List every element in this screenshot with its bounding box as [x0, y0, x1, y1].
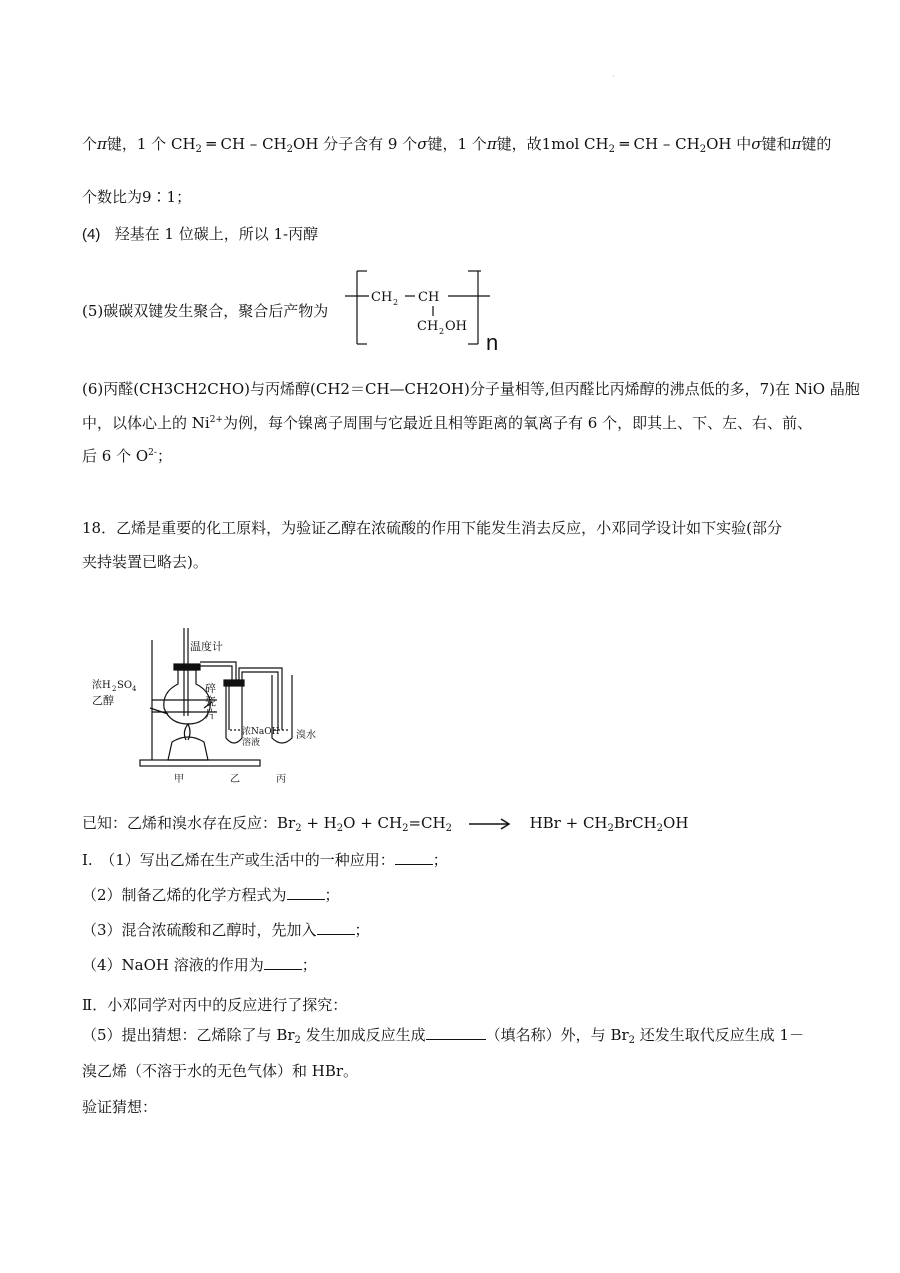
text: （5）提出猜想：乙烯除了与 Br	[82, 1026, 295, 1044]
answer-line-1: 个π键，1 个 $CH_2$ ═ CH – $CH_2OH$ 分子含有 9 个σ键，1 个π键，故1mol $CH_2$ ═ CH – $CH_2OH$ 中σ键和π键的	[82, 135, 832, 155]
text: ；	[432, 851, 448, 869]
answer-blank[interactable]	[395, 850, 433, 865]
text: 键的	[801, 135, 832, 153]
label-naoh: 浓NaOH	[242, 727, 280, 737]
text: 键，故1mol CH	[496, 135, 609, 153]
text: HBr + CH	[529, 814, 608, 832]
text: 键，1 个	[427, 135, 487, 153]
label-yi: 乙	[230, 774, 240, 785]
item-6-line-2	[82, 412, 812, 434]
question-3	[82, 919, 370, 941]
text: O + CH	[343, 814, 403, 832]
reaction-arrow-icon	[469, 817, 513, 831]
sigma-symbol: σ	[417, 135, 428, 153]
charge: 2-	[148, 448, 157, 458]
question-18-line-1: 18．乙烯是重要的化工原料，为验证乙醇在浓硫酸的作用下能发生消去反应，小邓同学设计如下实验(部分	[82, 519, 782, 537]
poly-ch: CH	[418, 290, 440, 305]
question-5-line-1: （5）提出猜想：乙烯除了与 $Br_2$ 发生加成反应生成 （填名称）外，与 $Br_2$ 还发生取代反应生成 1－	[82, 1026, 805, 1046]
label-jia: 甲	[174, 774, 184, 785]
text: OH 分子含有 9 个	[293, 135, 418, 153]
text: （填名称）外，与 Br	[485, 1026, 629, 1044]
corner-mark: ·	[612, 72, 615, 81]
pi-symbol: π	[791, 135, 802, 153]
answer-blank[interactable]	[264, 955, 302, 970]
charge: 2+	[209, 415, 223, 425]
answer-blank[interactable]	[426, 1025, 486, 1040]
formula: CH – CH	[633, 135, 700, 153]
text: ；	[354, 921, 370, 939]
answer-blank[interactable]	[287, 885, 325, 900]
label-chips: 瓷	[205, 695, 216, 708]
label-thermometer: 温度计	[190, 640, 223, 653]
svg-text:2: 2	[393, 298, 399, 307]
text: OH	[663, 814, 689, 832]
text: （3）混合浓硫酸和乙醇时，先加入	[82, 921, 317, 939]
text: OH 中	[706, 135, 752, 153]
answer-line-2: 个数比为9∶1；	[82, 188, 192, 206]
svg-text:4: 4	[132, 685, 137, 693]
formula: CH	[170, 135, 196, 153]
apparatus-figure	[82, 620, 372, 795]
label-bromine: 溴水	[296, 730, 316, 741]
question-5-line-2: 溴乙烯（不溶于水的无色气体）和 HBr。	[82, 1062, 359, 1080]
question-2	[82, 884, 340, 906]
part-2-heading: Ⅱ．小邓同学对丙中的反应进行了探究：	[82, 996, 348, 1014]
item-number: (4)	[82, 226, 101, 243]
item-6-line-1: (6)丙醛(CH3CH2CHO)与丙烯醇(CH2＝CH—CH2OH)分子量相等,但丙醛比丙烯醇的沸点低的多，7)在 NiO 晶胞	[82, 380, 860, 398]
text: 为例，每个镍离子周围与它最近且相等距离的氧离子有 6 个，即其上、下、左、右、前、	[222, 414, 813, 432]
poly-ch2: CH	[371, 290, 393, 305]
text: （2）制备乙烯的化学方程式为	[82, 886, 287, 904]
polymer-structure	[345, 266, 505, 356]
item-6-line-3	[82, 445, 172, 467]
question-1	[82, 849, 448, 871]
text: =CH	[408, 814, 446, 832]
item-4	[82, 223, 318, 246]
label-bing: 丙	[276, 774, 286, 785]
text: ；	[156, 447, 172, 465]
poly-n: n	[486, 330, 499, 355]
label-chips: 碎	[205, 682, 216, 695]
text: 键，1 个	[106, 135, 171, 153]
text: 发生加成反应生成	[300, 1026, 426, 1044]
text: 还发生取代反应生成 1－	[635, 1026, 805, 1044]
text: 已知：乙烯和溴水存在反应：Br	[82, 814, 296, 832]
text: 后 6 个 O	[82, 447, 149, 465]
text: BrCH	[613, 814, 657, 832]
pi-symbol: π	[97, 135, 107, 153]
item-text: 羟基在 1 位碳上，所以 1-丙醇	[114, 225, 319, 243]
label-naoh: 溶液	[242, 738, 261, 748]
poly-ch2oh: CH	[417, 319, 439, 334]
text: （4）NaOH 溶液的作用为	[82, 956, 264, 974]
verify-heading: 验证猜想：	[82, 1098, 158, 1116]
label-h2so4: 浓H	[92, 680, 111, 691]
item-5: (5)碳碳双键发生聚合，聚合后产物为	[82, 302, 329, 320]
text: ；	[301, 956, 317, 974]
label-chips: 片	[205, 708, 216, 721]
sigma-symbol: σ	[751, 135, 762, 153]
text: 个	[82, 135, 98, 153]
known-reaction: 已知：乙烯和溴水存在反应：$Br_2 + H_2O + CH_2=CH_2$ HBr + $CH_2BrCH_2OH$	[82, 814, 689, 834]
text: 中，以体心上的 Ni	[82, 414, 210, 432]
text: + H	[301, 814, 337, 832]
text: I. （1）写出乙烯在生产或生活中的一种应用：	[82, 851, 395, 869]
answer-blank[interactable]	[317, 920, 355, 935]
label-ethanol: 乙醇	[92, 694, 114, 707]
question-4	[82, 954, 317, 976]
text: 键和	[761, 135, 792, 153]
label-h2so4-tail: SO	[117, 680, 133, 691]
question-18-line-2: 夹持装置已略去)。	[82, 553, 208, 571]
svg-text:2: 2	[112, 685, 117, 693]
svg-text:2: 2	[439, 327, 445, 336]
pi-symbol: π	[486, 135, 497, 153]
formula: CH – CH	[220, 135, 287, 153]
poly-oh: OH	[445, 319, 467, 334]
text: ；	[324, 886, 340, 904]
